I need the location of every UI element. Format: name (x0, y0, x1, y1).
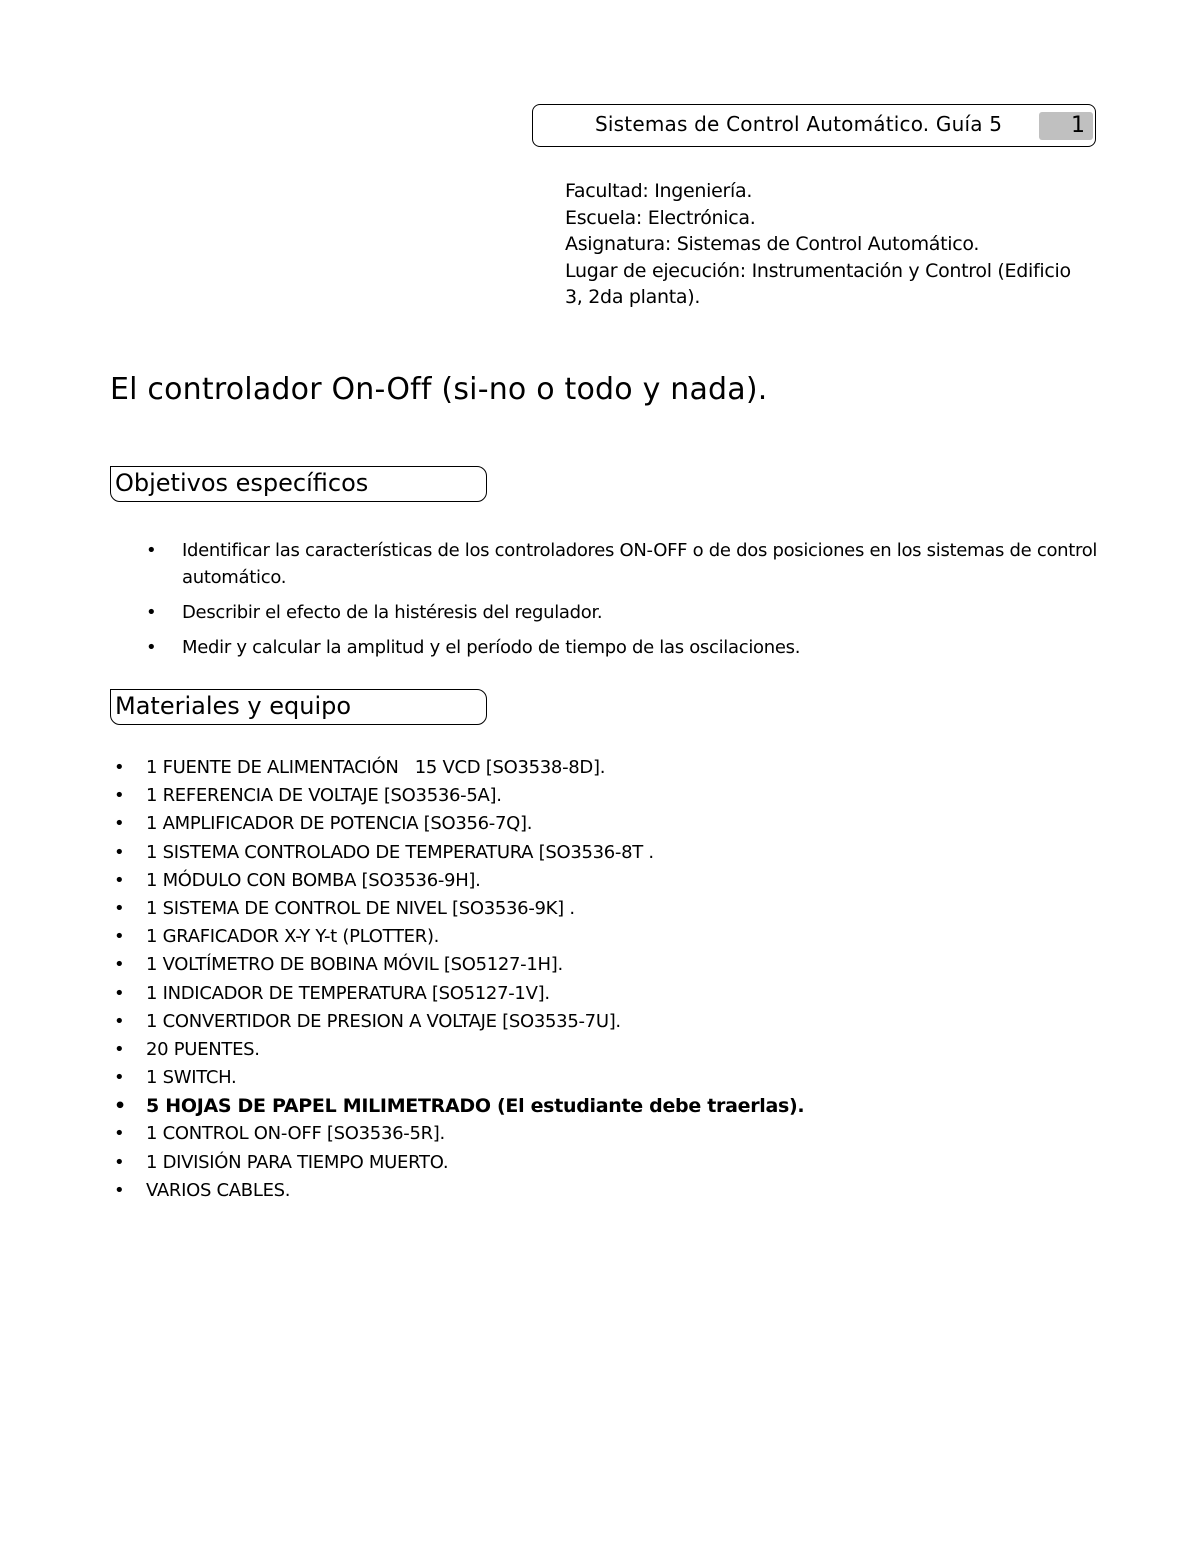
list-item (110, 1036, 1100, 1064)
list-item (110, 867, 1100, 895)
header-title: Sistemas de Control Automático. Guía 5 (595, 112, 1003, 136)
bullet-icon: • (114, 785, 125, 807)
list-item (110, 754, 1100, 782)
list-item (110, 810, 1100, 838)
material-text: 1 DIVISIÓN PARA TIEMPO MUERTO. (146, 1151, 449, 1173)
material-text: 1 SISTEMA CONTROLADO DE TEMPERATURA [SO3536-8T . (146, 841, 654, 863)
bullet-icon: • (114, 982, 125, 1004)
list-item (110, 1149, 1100, 1177)
bullet-icon: • (114, 1151, 125, 1173)
bullet-icon: • (114, 926, 125, 948)
list-item (110, 923, 1100, 951)
material-text: 1 AMPLIFICADOR DE POTENCIA [SO356-7Q]. (146, 813, 533, 835)
material-text: 1 FUENTE DE ALIMENTACIÓN 15 VCD [SO3538-8D]. (146, 757, 606, 778)
bullet-icon: • (146, 540, 157, 561)
bullet-icon: • (114, 1095, 126, 1118)
info-faculty: Facultad: Ingeniería. (565, 180, 753, 202)
info-location-cont: 3, 2da planta). (565, 286, 701, 308)
list-item (110, 895, 1100, 923)
bullet-icon: • (114, 954, 125, 976)
section-heading-materials: Materiales y equipo (110, 689, 487, 725)
material-text: 5 HOJAS DE PAPEL MILIMETRADO (El estudiante debe traerlas). (146, 1095, 805, 1118)
page-number: 1 (1039, 112, 1093, 140)
list-item (110, 634, 1100, 661)
course-info (565, 178, 1095, 311)
bullet-icon: • (114, 897, 125, 919)
list-item (110, 980, 1100, 1008)
list-item (110, 839, 1100, 867)
material-text: 1 INDICADOR DE TEMPERATURA [SO5127-1V]. (146, 982, 550, 1004)
info-subject: Asignatura: Sistemas de Control Automático. (565, 233, 980, 255)
list-item (110, 782, 1100, 810)
bullet-icon: • (146, 602, 157, 623)
material-text: 1 SWITCH. (146, 1067, 237, 1089)
bullet-icon: • (114, 1038, 125, 1060)
material-text: 1 REFERENCIA DE VOLTAJE [SO3536-5A]. (146, 785, 502, 807)
document-title: El controlador On-Off (si-no o todo y nada). (110, 372, 768, 407)
objective-text: Medir y calcular la amplitud y el período de tiempo de las oscilaciones. (182, 637, 801, 658)
objective-text: Describir el efecto de la histéresis del regulador. (182, 602, 603, 623)
material-text: 1 GRAFICADOR X-Y Y-t (PLOTTER). (146, 926, 440, 948)
material-text: 1 CONVERTIDOR DE PRESION A VOLTAJE [SO3535-7U]. (146, 1010, 621, 1032)
material-text: 1 VOLTÍMETRO DE BOBINA MÓVIL [SO5127-1H]. (146, 954, 563, 976)
material-text: 20 PUENTES. (146, 1038, 260, 1060)
bullet-icon: • (114, 841, 125, 863)
info-school: Escuela: Electrónica. (565, 206, 756, 229)
objectives-list (110, 537, 1100, 669)
material-text: 1 MÓDULO CON BOMBA [SO3536-9H]. (146, 869, 481, 891)
bullet-icon: • (114, 1179, 125, 1201)
page-header (532, 104, 1096, 147)
list-item (110, 1120, 1100, 1148)
material-text: 1 SISTEMA DE CONTROL DE NIVEL [SO3536-9K] . (146, 897, 575, 919)
bullet-icon: • (114, 757, 125, 778)
list-item (110, 1008, 1100, 1036)
bullet-icon: • (114, 1067, 125, 1089)
list-item (110, 1177, 1100, 1205)
bullet-icon: • (146, 637, 157, 658)
section-heading-objectives: Objetivos específicos (110, 466, 487, 502)
list-item (110, 599, 1100, 626)
list-item (110, 1092, 1100, 1120)
bullet-icon: • (114, 1123, 125, 1145)
bullet-icon: • (114, 813, 125, 835)
info-location: Lugar de ejecución: Instrumentación y Control (Edificio (565, 259, 1071, 282)
materials-list (110, 754, 1100, 1205)
list-item (110, 537, 1100, 591)
list-item (110, 951, 1100, 979)
objective-text: Identificar las características de los controladores ON-OFF o de dos posiciones en los sistemas de control automático. (182, 540, 1098, 588)
material-text: VARIOS CABLES. (146, 1179, 291, 1201)
bullet-icon: • (114, 1010, 125, 1032)
material-text: 1 CONTROL ON-OFF [SO3536-5R]. (146, 1123, 445, 1145)
list-item (110, 1064, 1100, 1092)
bullet-icon: • (114, 869, 125, 891)
